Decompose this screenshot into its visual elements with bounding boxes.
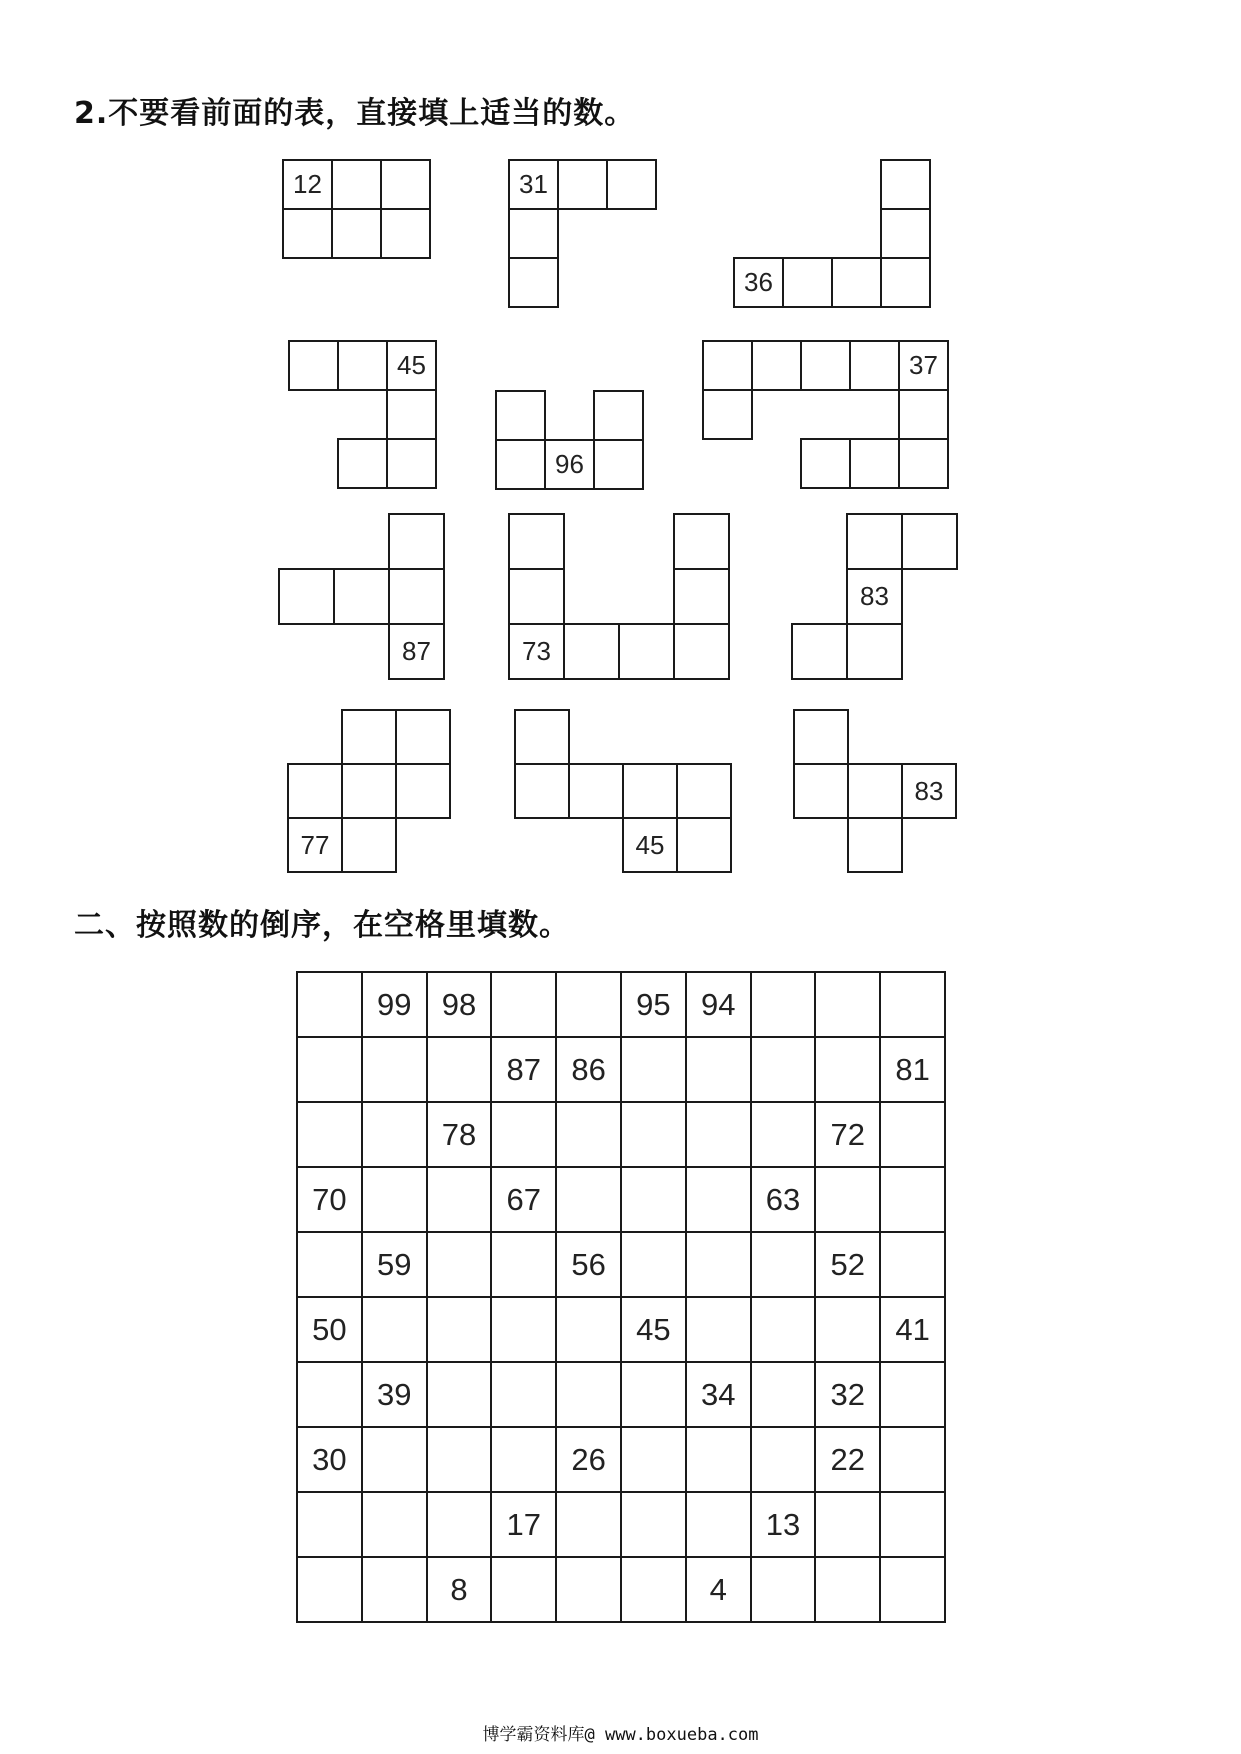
blank-cell[interactable]	[508, 257, 559, 308]
blank-cell[interactable]	[880, 159, 931, 210]
grid-number-cell: 59	[363, 1233, 428, 1298]
blank-cell[interactable]	[898, 438, 949, 489]
blank-cell[interactable]	[901, 513, 958, 570]
grid-blank-cell[interactable]	[428, 1168, 493, 1233]
grid-number-cell: 39	[363, 1363, 428, 1428]
grid-number-cell: 17	[492, 1493, 557, 1558]
grid-blank-cell[interactable]	[428, 1363, 493, 1428]
blank-cell[interactable]	[593, 390, 644, 441]
grid-blank-cell[interactable]	[622, 1103, 687, 1168]
grid-blank-cell[interactable]	[687, 1428, 752, 1493]
blank-cell[interactable]	[673, 513, 730, 570]
grid-number-cell: 95	[622, 973, 687, 1038]
grid-blank-cell[interactable]	[363, 1168, 428, 1233]
grid-blank-cell[interactable]	[881, 1558, 946, 1623]
grid-blank-cell[interactable]	[881, 1168, 946, 1233]
blank-cell[interactable]	[508, 208, 559, 259]
grid-blank-cell[interactable]	[492, 1233, 557, 1298]
grid-blank-cell[interactable]	[557, 1493, 622, 1558]
blank-cell[interactable]	[793, 763, 849, 819]
grid-number-cell: 45	[622, 1298, 687, 1363]
blank-cell[interactable]	[622, 763, 678, 819]
grid-blank-cell[interactable]	[816, 973, 881, 1038]
grid-blank-cell[interactable]	[622, 1493, 687, 1558]
blank-cell[interactable]	[849, 438, 900, 489]
blank-cell[interactable]	[673, 623, 730, 680]
given-number-cell: 36	[733, 257, 784, 308]
blank-cell[interactable]	[331, 208, 382, 259]
grid-blank-cell[interactable]	[298, 1558, 363, 1623]
grid-number-cell: 87	[492, 1038, 557, 1103]
grid-blank-cell[interactable]	[752, 1038, 817, 1103]
blank-cell[interactable]	[337, 340, 388, 391]
grid-blank-cell[interactable]	[752, 1298, 817, 1363]
blank-cell[interactable]	[791, 623, 848, 680]
grid-blank-cell[interactable]	[687, 1233, 752, 1298]
grid-blank-cell[interactable]	[492, 1103, 557, 1168]
grid-blank-cell[interactable]	[752, 1233, 817, 1298]
blank-cell[interactable]	[606, 159, 657, 210]
grid-number-cell: 52	[816, 1233, 881, 1298]
grid-blank-cell[interactable]	[492, 1558, 557, 1623]
grid-blank-cell[interactable]	[816, 1298, 881, 1363]
heading-number: 2	[74, 96, 96, 131]
grid-number-cell: 56	[557, 1233, 622, 1298]
grid-number-cell: 67	[492, 1168, 557, 1233]
blank-cell[interactable]	[800, 340, 851, 391]
grid-number-cell: 72	[816, 1103, 881, 1168]
grid-blank-cell[interactable]	[557, 1168, 622, 1233]
grid-number-cell: 22	[816, 1428, 881, 1493]
grid-blank-cell[interactable]	[881, 1428, 946, 1493]
grid-number-cell: 34	[687, 1363, 752, 1428]
blank-cell[interactable]	[388, 568, 445, 625]
grid-blank-cell[interactable]	[622, 1038, 687, 1103]
blank-cell[interactable]	[388, 513, 445, 570]
blank-cell[interactable]	[386, 389, 437, 440]
grid-blank-cell[interactable]	[752, 1558, 817, 1623]
given-number-cell: 31	[508, 159, 559, 210]
grid-blank-cell[interactable]	[557, 1298, 622, 1363]
grid-blank-cell[interactable]	[492, 973, 557, 1038]
grid-blank-cell[interactable]	[428, 1233, 493, 1298]
blank-cell[interactable]	[288, 340, 339, 391]
grid-blank-cell[interactable]	[557, 1103, 622, 1168]
grid-blank-cell[interactable]	[752, 1103, 817, 1168]
blank-cell[interactable]	[395, 763, 451, 819]
grid-blank-cell[interactable]	[687, 1038, 752, 1103]
blank-cell[interactable]	[568, 763, 624, 819]
blank-cell[interactable]	[395, 709, 451, 765]
grid-blank-cell[interactable]	[622, 1558, 687, 1623]
grid-blank-cell[interactable]	[298, 1103, 363, 1168]
blank-cell[interactable]	[702, 389, 753, 440]
grid-blank-cell[interactable]	[492, 1428, 557, 1493]
given-number-cell: 37	[898, 340, 949, 391]
grid-number-cell: 50	[298, 1298, 363, 1363]
given-number-cell: 77	[287, 817, 343, 873]
blank-cell[interactable]	[386, 438, 437, 489]
blank-cell[interactable]	[618, 623, 675, 680]
blank-cell[interactable]	[880, 208, 931, 259]
blank-cell[interactable]	[341, 709, 397, 765]
grid-blank-cell[interactable]	[363, 1103, 428, 1168]
blank-cell[interactable]	[673, 568, 730, 625]
grid-blank-cell[interactable]	[557, 1558, 622, 1623]
grid-number-cell: 4	[687, 1558, 752, 1623]
blank-cell[interactable]	[514, 709, 570, 765]
grid-blank-cell[interactable]	[492, 1363, 557, 1428]
blank-cell[interactable]	[514, 763, 570, 819]
hundred-grid	[296, 971, 946, 1623]
grid-blank-cell[interactable]	[298, 1233, 363, 1298]
grid-number-cell: 30	[298, 1428, 363, 1493]
grid-blank-cell[interactable]	[363, 1493, 428, 1558]
grid-blank-cell[interactable]	[881, 1493, 946, 1558]
grid-number-cell: 41	[881, 1298, 946, 1363]
grid-blank-cell[interactable]	[428, 1298, 493, 1363]
grid-blank-cell[interactable]	[298, 1363, 363, 1428]
grid-blank-cell[interactable]	[622, 1428, 687, 1493]
blank-cell[interactable]	[282, 208, 333, 259]
blank-cell[interactable]	[341, 763, 397, 819]
grid-number-cell: 32	[816, 1363, 881, 1428]
grid-blank-cell[interactable]	[363, 1298, 428, 1363]
grid-blank-cell[interactable]	[298, 1038, 363, 1103]
grid-blank-cell[interactable]	[816, 1038, 881, 1103]
blank-cell[interactable]	[380, 159, 431, 210]
blank-cell[interactable]	[676, 763, 732, 819]
grid-blank-cell[interactable]	[687, 1168, 752, 1233]
grid-blank-cell[interactable]	[428, 1428, 493, 1493]
grid-blank-cell[interactable]	[622, 1363, 687, 1428]
grid-blank-cell[interactable]	[557, 973, 622, 1038]
grid-number-cell: 86	[557, 1038, 622, 1103]
blank-cell[interactable]	[495, 439, 546, 490]
blank-cell[interactable]	[287, 763, 343, 819]
grid-number-cell: 13	[752, 1493, 817, 1558]
blank-cell[interactable]	[278, 568, 335, 625]
grid-number-cell: 63	[752, 1168, 817, 1233]
blank-cell[interactable]	[337, 438, 388, 489]
grid-blank-cell[interactable]	[298, 973, 363, 1038]
grid-blank-cell[interactable]	[752, 973, 817, 1038]
footer-watermark: 博学霸资料库@ www.boxueba.com	[482, 1725, 759, 1745]
grid-blank-cell[interactable]	[622, 1168, 687, 1233]
grid-blank-cell[interactable]	[881, 1233, 946, 1298]
given-number-cell: 83	[901, 763, 957, 819]
given-number-cell: 96	[544, 439, 595, 490]
grid-blank-cell[interactable]	[363, 1558, 428, 1623]
grid-blank-cell[interactable]	[687, 1493, 752, 1558]
blank-cell[interactable]	[495, 390, 546, 441]
blank-cell[interactable]	[331, 159, 382, 210]
grid-blank-cell[interactable]	[428, 1038, 493, 1103]
given-number-cell: 73	[508, 623, 565, 680]
grid-blank-cell[interactable]	[363, 1038, 428, 1103]
grid-blank-cell[interactable]	[687, 1103, 752, 1168]
blank-cell[interactable]	[800, 438, 851, 489]
grid-blank-cell[interactable]	[816, 1558, 881, 1623]
blank-cell[interactable]	[849, 340, 900, 391]
grid-number-cell: 99	[363, 973, 428, 1038]
section-2-heading: 二、按照数的倒序，在空格里填数。	[74, 908, 570, 943]
grid-number-cell: 78	[428, 1103, 493, 1168]
blank-cell[interactable]	[380, 208, 431, 259]
grid-blank-cell[interactable]	[363, 1428, 428, 1493]
grid-blank-cell[interactable]	[881, 1103, 946, 1168]
grid-blank-cell[interactable]	[492, 1298, 557, 1363]
blank-cell[interactable]	[508, 568, 565, 625]
heading-text: .不要看前面的表，直接填上适当的数。	[95, 96, 636, 131]
blank-cell[interactable]	[847, 817, 903, 873]
grid-blank-cell[interactable]	[816, 1493, 881, 1558]
blank-cell[interactable]	[847, 763, 903, 819]
given-number-cell: 87	[388, 623, 445, 680]
grid-blank-cell[interactable]	[687, 1298, 752, 1363]
given-number-cell: 45	[386, 340, 437, 391]
blank-cell[interactable]	[341, 817, 397, 873]
given-number-cell: 12	[282, 159, 333, 210]
blank-cell[interactable]	[782, 257, 833, 308]
blank-cell[interactable]	[751, 340, 802, 391]
grid-blank-cell[interactable]	[752, 1363, 817, 1428]
blank-cell[interactable]	[702, 340, 753, 391]
grid-number-cell: 8	[428, 1558, 493, 1623]
grid-blank-cell[interactable]	[816, 1168, 881, 1233]
grid-number-cell: 70	[298, 1168, 363, 1233]
blank-cell[interactable]	[563, 623, 620, 680]
grid-blank-cell[interactable]	[881, 1363, 946, 1428]
blank-cell[interactable]	[333, 568, 390, 625]
blank-cell[interactable]	[846, 623, 903, 680]
blank-cell[interactable]	[676, 817, 732, 873]
blank-cell[interactable]	[831, 257, 882, 308]
given-number-cell: 83	[846, 568, 903, 625]
blank-cell[interactable]	[793, 709, 849, 765]
grid-blank-cell[interactable]	[622, 1233, 687, 1298]
blank-cell[interactable]	[593, 439, 644, 490]
grid-blank-cell[interactable]	[298, 1493, 363, 1558]
grid-blank-cell[interactable]	[752, 1428, 817, 1493]
grid-blank-cell[interactable]	[557, 1363, 622, 1428]
blank-cell[interactable]	[880, 257, 931, 308]
blank-cell[interactable]	[557, 159, 608, 210]
grid-number-cell: 81	[881, 1038, 946, 1103]
grid-number-cell: 94	[687, 973, 752, 1038]
given-number-cell: 45	[622, 817, 678, 873]
grid-blank-cell[interactable]	[881, 973, 946, 1038]
blank-cell[interactable]	[898, 389, 949, 440]
grid-number-cell: 26	[557, 1428, 622, 1493]
blank-cell[interactable]	[846, 513, 903, 570]
blank-cell[interactable]	[508, 513, 565, 570]
grid-blank-cell[interactable]	[428, 1493, 493, 1558]
grid-number-cell: 98	[428, 973, 493, 1038]
